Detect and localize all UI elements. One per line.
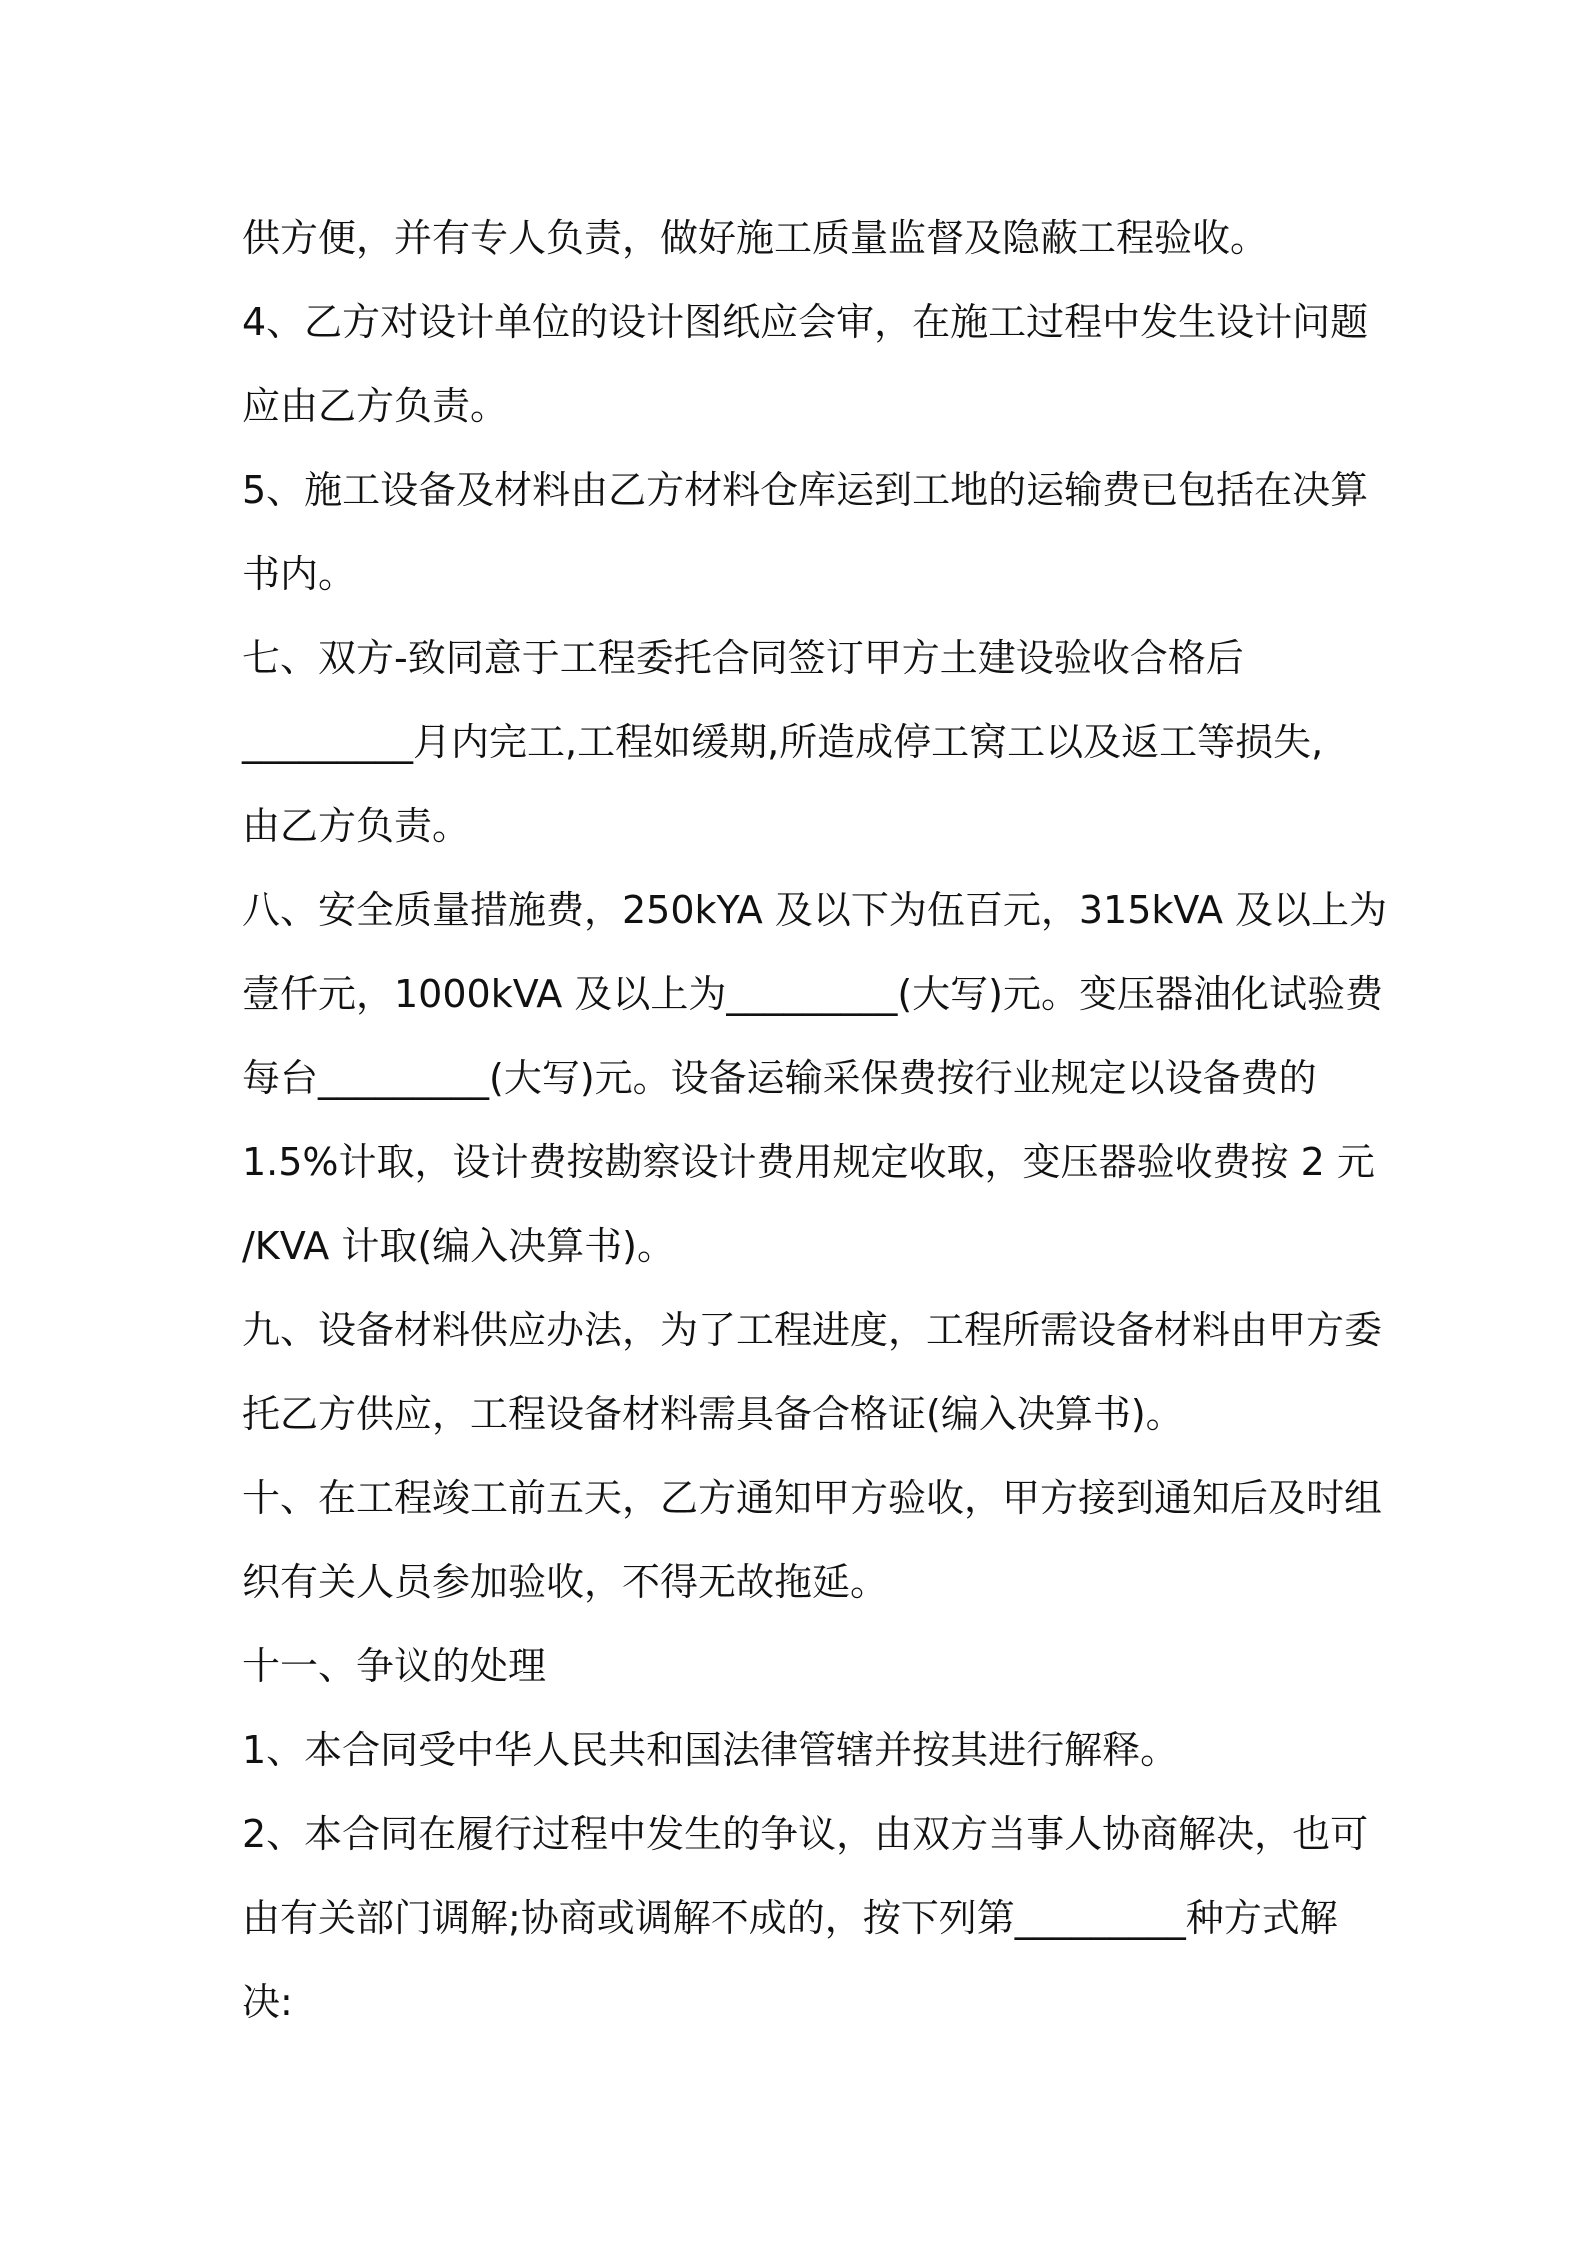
text-line-section-8-cont-2: 每台_________(大写)元。设备运输采保费按行业规定以设备费的 <box>242 1056 1317 1100</box>
text-line-section-10: 十、在工程竣工前五天，乙方通知甲方验收，甲方接到通知后及时组 <box>242 1476 1383 1520</box>
text-line-clause-4-cont: 应由乙方负责。 <box>242 384 509 428</box>
text-line-section-9: 九、设备材料供应办法，为了工程进度，工程所需设备材料由甲方委 <box>242 1308 1383 1352</box>
text-line-section-7-cont: _________月内完工,工程如缓期,所造成停工窝工以及返工等损失, <box>242 720 1324 764</box>
text-line-section-7: 七、双方-致同意于工程委托合同签订甲方土建设验收合格后 <box>242 636 1244 680</box>
text-line-section-11-heading: 十一、争议的处理 <box>242 1644 547 1688</box>
text-line-section-11-item-2-cont: 由有关部门调解;协商或调解不成的，按下列第_________种方式解 <box>242 1896 1338 1940</box>
text-line-section-8-end: /KVA 计取(编入决算书)。 <box>242 1224 676 1268</box>
text-line-section-11-item-1: 1、本合同受中华人民共和国法律管辖并按其进行解释。 <box>242 1728 1179 1772</box>
text-line-section-7-end: 由乙方负责。 <box>242 804 471 848</box>
text-line-clause-5-cont: 书内。 <box>242 552 357 596</box>
text-line-section-10-cont: 织有关人员参加验收，不得无故拖延。 <box>242 1560 889 1604</box>
text-line-section-9-cont: 托乙方供应，工程设备材料需具备合格证(编入决算书)。 <box>242 1392 1184 1436</box>
text-line-section-11-item-2: 2、本合同在履行过程中发生的争议，由双方当事人协商解决，也可 <box>242 1812 1369 1856</box>
text-line-section-8: 八、安全质量措施费，250kYA 及以下为伍百元，315kVA 及以上为 <box>242 888 1388 932</box>
text-line-clause-4: 4、乙方对设计单位的设计图纸应会审，在施工过程中发生设计问题 <box>242 300 1369 344</box>
text-line-clause-5: 5、施工设备及材料由乙方材料仓库运到工地的运输费已包括在决算 <box>242 468 1369 512</box>
contract-text-body <box>242 196 1388 2044</box>
text-line-section-8-cont-1: 壹仟元，1000kVA 及以上为_________(大写)元。变压器油化试验费 <box>242 972 1384 1016</box>
text-line-section-8-cont-3: 1.5%计取，设计费按勘察设计费用规定收取，变压器验收费按 2 元 <box>242 1140 1375 1184</box>
text-line-section-11-item-2-end: 决: <box>242 1980 293 2024</box>
text-line-supervision: 供方便，并有专人负责，做好施工质量监督及隐蔽工程验收。 <box>242 216 1269 260</box>
